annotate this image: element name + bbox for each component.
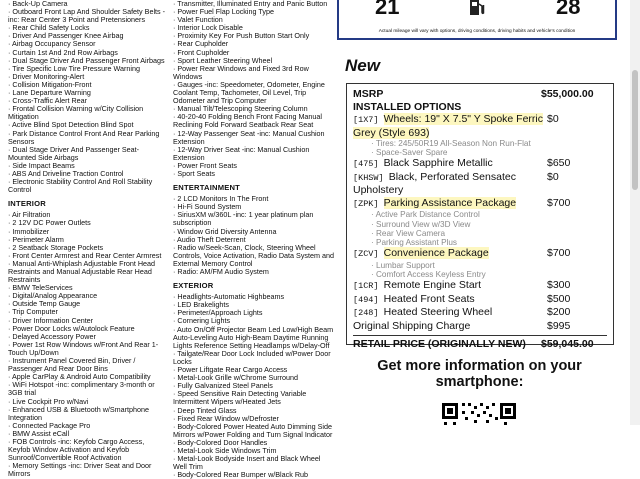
feature-item: · Valet Function [173, 16, 335, 24]
option-name: Remote Engine Start [383, 279, 482, 292]
shipping-label: Original Shipping Charge [353, 319, 471, 332]
option-row [353, 293, 607, 307]
option-label [353, 247, 547, 261]
option-label [353, 279, 547, 293]
feature-item: · Interior Lock Disable [173, 24, 335, 32]
feature-item: · Driver And Passenger Knee Airbag [8, 32, 166, 40]
feature-item: · Driver Monitoring-Alert [8, 73, 166, 81]
interior-feature-item: · Instrument Panel Covered Bin, Driver / Passenger And Rear Door Bins [8, 357, 166, 373]
interior-feature-item: · Memory Settings -inc: Driver Seat and Door Mirrors [8, 462, 166, 478]
entertainment-feature-item: · Radio: AM/FM Audio System [173, 268, 335, 276]
option-price: $650 [547, 157, 571, 170]
option-sub-item: · Tires: 245/50R19 All-Season Non Run-Flat [371, 139, 607, 148]
msrp-label: MSRP [353, 88, 384, 100]
condition-label: New [345, 56, 380, 75]
option-code: [475] [353, 159, 384, 170]
option-label [353, 293, 547, 307]
option-sub-item: · Lumbar Support [371, 261, 607, 270]
interior-feature-item: · Trip Computer [8, 308, 166, 316]
option-sub-item: · Comfort Access Keyless Entry [371, 270, 607, 279]
interior-feature-item: · Power 1st Row Windows w/Front And Rear 1-Touch Up/Down [8, 341, 166, 357]
feature-item: · Lane Departure Warning [8, 89, 166, 97]
entertainment-feature-item: · Audio Theft Deterrent [173, 236, 335, 244]
option-price: $0 [547, 113, 559, 125]
exterior-feature-item: · Body-Colored Rear Bumper w/Black Rub [173, 471, 335, 479]
option-price: $300 [547, 279, 571, 292]
highway-mpg: 28 [556, 0, 581, 19]
shipping-row [353, 320, 607, 333]
exterior-feature-item: · Perimeter/Approach Lights [173, 309, 335, 317]
interior-feature-item: · Air Filtration [8, 211, 166, 219]
entertainment-feature-item: · SiriusXM w/360L -inc: 1 year platinum plan subscription [173, 211, 335, 227]
option-sub-item: · Active Park Distance Control [371, 210, 607, 219]
feature-item: · Proximity Key For Push Button Start Only [173, 32, 335, 40]
option-row [353, 197, 607, 211]
window-sticker [346, 83, 614, 351]
exterior-feature-item: · LED Brakelights [173, 301, 335, 309]
interior-feature-item: · Manual Anti-Whiplash Adjustable Front Head Restraints and Manual Adjustable Rear Head Restraints [8, 260, 166, 284]
smartphone-info-heading: Get more information on your smartphone: [377, 358, 582, 390]
city-mpg: 21 [375, 0, 400, 19]
feature-item: · Active Blind Spot Detection Blind Spot [8, 121, 166, 129]
option-sub-items [353, 139, 607, 157]
msrp-row [353, 88, 607, 101]
option-label [353, 171, 547, 197]
interior-feature-item: · Apple CarPlay & Android Auto Compatibility [8, 373, 166, 381]
option-name: Parking Assistance Package [383, 196, 517, 209]
feature-item: · Tire Specific Low Tire Pressure Warning [8, 65, 166, 73]
option-row [353, 279, 607, 293]
interior-feature-item: · Power Door Locks w/Autolock Feature [8, 325, 166, 333]
feature-item: · Manual Tilt/Telescoping Steering Column [173, 105, 335, 113]
exterior-feature-item: · Fully Galvanized Steel Panels [173, 382, 335, 390]
option-label [353, 306, 547, 320]
feature-item: · Airbag Occupancy Sensor [8, 40, 166, 48]
feature-item: · 40-20-40 Folding Bench Front Facing Manual Reclining Fold Forward Seatback Rear Seat [173, 113, 335, 129]
feature-item: · Curtain 1st And 2nd Row Airbags [8, 49, 166, 57]
interior-feature-item: · Delayed Accessory Power [8, 333, 166, 341]
exterior-feature-item: · Body-Colored Door Handles [173, 439, 335, 447]
feature-item: · 12-Way Driver Seat -inc: Manual Cushion Extension [173, 146, 335, 162]
feature-item: · Electronic Stability Control And Roll Stability Control [8, 178, 166, 194]
shipping-value: $995 [547, 319, 571, 332]
interior-feature-item: · FOB Controls -inc: Keyfob Cargo Access, Keyfob Window Activation and Keyfob Sunroof/Convertible Roof Activation [8, 438, 166, 462]
interior-feature-item: · Live Cockpit Pro w/Navi [8, 398, 166, 406]
exterior-feature-item: · Metal-Look Bodyside Insert and Black Wheel Well Trim [173, 455, 335, 471]
entertainment-feature-item: · Hi-Fi Sound System [173, 203, 335, 211]
option-name: Wheels: 19" X 7.5" Y Spoke Ferric Grey (Style 693) [353, 113, 544, 139]
feature-item: · ABS And Driveline Traction Control [8, 170, 166, 178]
feature-item: · Front Cupholder [173, 49, 335, 57]
option-price: $500 [547, 292, 571, 305]
option-label [353, 197, 547, 211]
installed-options-list [353, 113, 607, 320]
option-price: $200 [547, 306, 571, 319]
entertainment-feature-list [173, 195, 335, 276]
page-scrollbar[interactable] [630, 0, 640, 425]
feature-item: · Side Impact Beams [8, 162, 166, 170]
exterior-feature-item: · Power Liftgate Rear Cargo Access [173, 366, 335, 374]
option-code: [248] [353, 308, 384, 319]
feature-item: · Back-Up Camera [8, 0, 166, 8]
option-sub-items [353, 210, 607, 247]
interior-feature-list [8, 211, 166, 478]
option-code: [ZPK] [353, 198, 384, 209]
feature-item: · Frontal Collision Warning w/City Collision Mitigation [8, 105, 166, 121]
convenience-feature-list [173, 0, 335, 178]
features-column-2 [173, 0, 335, 479]
option-name: Heated Steering Wheel [383, 306, 493, 319]
option-row [353, 306, 607, 320]
exterior-feature-item: · Tailgate/Rear Door Lock Included w/Power Door Locks [173, 350, 335, 366]
feature-item: · Cross-Traffic Alert Rear [8, 97, 166, 105]
feature-item: · Sport Leather Steering Wheel [173, 57, 335, 65]
feature-item: · Power Rear Windows and Fixed 3rd Row Windows [173, 65, 335, 81]
feature-item: · Collision Mitigation-Front [8, 81, 166, 89]
entertainment-feature-item: · 2 LCD Monitors In The Front [173, 195, 335, 203]
exterior-feature-item: · Cornering Lights [173, 317, 335, 325]
option-sub-item: · Space-Saver Spare [371, 148, 607, 157]
feature-item: · Gauges -inc: Speedometer, Odometer, Engine Coolant Temp, Tachometer, Oil Level, Trip Odometer and Trip Computer [173, 81, 335, 105]
exterior-feature-item: · Auto On/Off Projector Beam Led Low/High Beam Auto-Leveling Auto High-Beam Daytime Running Lights Reference Setting Headlamps w/Delay-Off [173, 326, 335, 350]
feature-item: · Rear Cupholder [173, 40, 335, 48]
interior-feature-item: · 2 Seatback Storage Pockets [8, 244, 166, 252]
feature-item: · Power Front Seats [173, 162, 335, 170]
feature-item: · Outboard Front Lap And Shoulder Safety Belts -inc: Rear Center 3 Point and Pretensioners [8, 8, 166, 24]
exterior-feature-item: · Speed Sensitive Rain Detecting Variable Intermittent Wipers w/Heated Jets [173, 390, 335, 406]
feature-item: · Sport Seats [173, 170, 335, 178]
feature-item: · Dual Stage Driver And Passenger Seat-Mounted Side Airbags [8, 146, 166, 162]
feature-item: · Transmitter, Illuminated Entry and Panic Button [173, 0, 335, 8]
option-code: [1X7] [353, 115, 384, 125]
option-label [353, 113, 547, 139]
exterior-heading: EXTERIOR [173, 281, 214, 291]
retail-price-value: $59,045.00 [541, 338, 594, 351]
qr-code-icon[interactable] [440, 401, 518, 425]
interior-feature-item: · BMW TeleServices [8, 284, 166, 292]
option-code: [1CR] [353, 281, 384, 292]
option-row [353, 247, 607, 261]
entertainment-heading: ENTERTAINMENT [173, 183, 241, 193]
option-sub-item: · Rear View Camera [371, 229, 607, 238]
entertainment-feature-item: · Radio w/Seek-Scan, Clock, Steering Wheel Controls, Voice Activation, Radio Data System and External Memory Control [173, 244, 335, 268]
option-label [353, 157, 547, 171]
feature-item: · 12-Way Passenger Seat -inc: Manual Cushion Extension [173, 130, 335, 146]
option-sub-item: · Surround View w/3D View [371, 220, 607, 229]
gas-pump-icon [467, 0, 487, 17]
option-row [353, 171, 607, 197]
option-price: $700 [547, 247, 571, 260]
exterior-feature-list [173, 293, 335, 479]
interior-feature-item: · BMW Assist eCall [8, 430, 166, 438]
option-name: Black, Perforated Sensatec Upholstery [353, 170, 516, 197]
option-code: [494] [353, 294, 384, 305]
option-price: $700 [547, 196, 571, 209]
option-row [353, 157, 607, 171]
safety-feature-list [8, 0, 166, 194]
exterior-feature-item: · Headlights-Automatic Highbeams [173, 293, 335, 301]
interior-feature-item: · Enhanced USB & Bluetooth w/Smartphone Integration [8, 406, 166, 422]
option-code: [KHSW] [353, 172, 389, 183]
scrollbar-thumb[interactable] [632, 70, 638, 190]
option-price: $0 [547, 170, 559, 183]
interior-feature-item: · Front Center Armrest and Rear Center Armrest [8, 252, 166, 260]
interior-feature-item: · Driver Information Center [8, 317, 166, 325]
option-row [353, 113, 607, 139]
option-sub-item: · Parking Assistant Plus [371, 238, 607, 247]
feature-item: · Park Distance Control Front And Rear Parking Sensors [8, 130, 166, 146]
option-name: Heated Front Seats [383, 292, 475, 305]
interior-feature-item: · WiFi Hotspot -inc: complimentary 3-month or 3GB trial [8, 381, 166, 397]
interior-feature-item: · 2 12V DC Power Outlets [8, 219, 166, 227]
exterior-feature-item: · Body-Colored Power Heated Auto Dimming Side Mirrors w/Power Folding and Turn Signal Indicator [173, 423, 335, 439]
mileage-disclaimer: Actual mileage will vary with options, driving conditions, driving habits and vehicle's condition [378, 29, 576, 34]
interior-feature-item: · Outside Temp Gauge [8, 300, 166, 308]
feature-item: · Rear Child Safety Locks [8, 24, 166, 32]
exterior-feature-item: · Deep Tinted Glass [173, 407, 335, 415]
retail-price-row [353, 335, 607, 351]
exterior-feature-item: · Metal-Look Grille w/Chrome Surround [173, 374, 335, 382]
interior-feature-item: · Digital/Analog Appearance [8, 292, 166, 300]
entertainment-feature-item: · Window Grid Diversity Antenna [173, 228, 335, 236]
option-code: [ZCV] [353, 249, 384, 260]
retail-price-label: RETAIL PRICE (ORIGINALLY NEW) [353, 338, 526, 351]
msrp-value: $55,000.00 [541, 88, 594, 100]
interior-feature-item: · Perimeter Alarm [8, 236, 166, 244]
fuel-economy-box [337, 0, 617, 40]
interior-feature-item: · Connected Package Pro [8, 422, 166, 430]
interior-feature-item: · Immobilizer [8, 228, 166, 236]
option-name: Black Sapphire Metallic [383, 157, 493, 170]
feature-item: · Dual Stage Driver And Passenger Front Airbags [8, 57, 166, 65]
exterior-feature-item: · Fixed Rear Window w/Defroster [173, 415, 335, 423]
interior-heading: INTERIOR [8, 199, 46, 209]
option-sub-items [353, 261, 607, 279]
installed-options-heading: INSTALLED OPTIONS [353, 100, 462, 113]
option-name: Convenience Package [383, 247, 489, 260]
exterior-feature-item: · Metal-Look Side Windows Trim [173, 447, 335, 455]
feature-item: · Power Fuel Flap Locking Type [173, 8, 335, 16]
features-column-1 [8, 0, 166, 478]
